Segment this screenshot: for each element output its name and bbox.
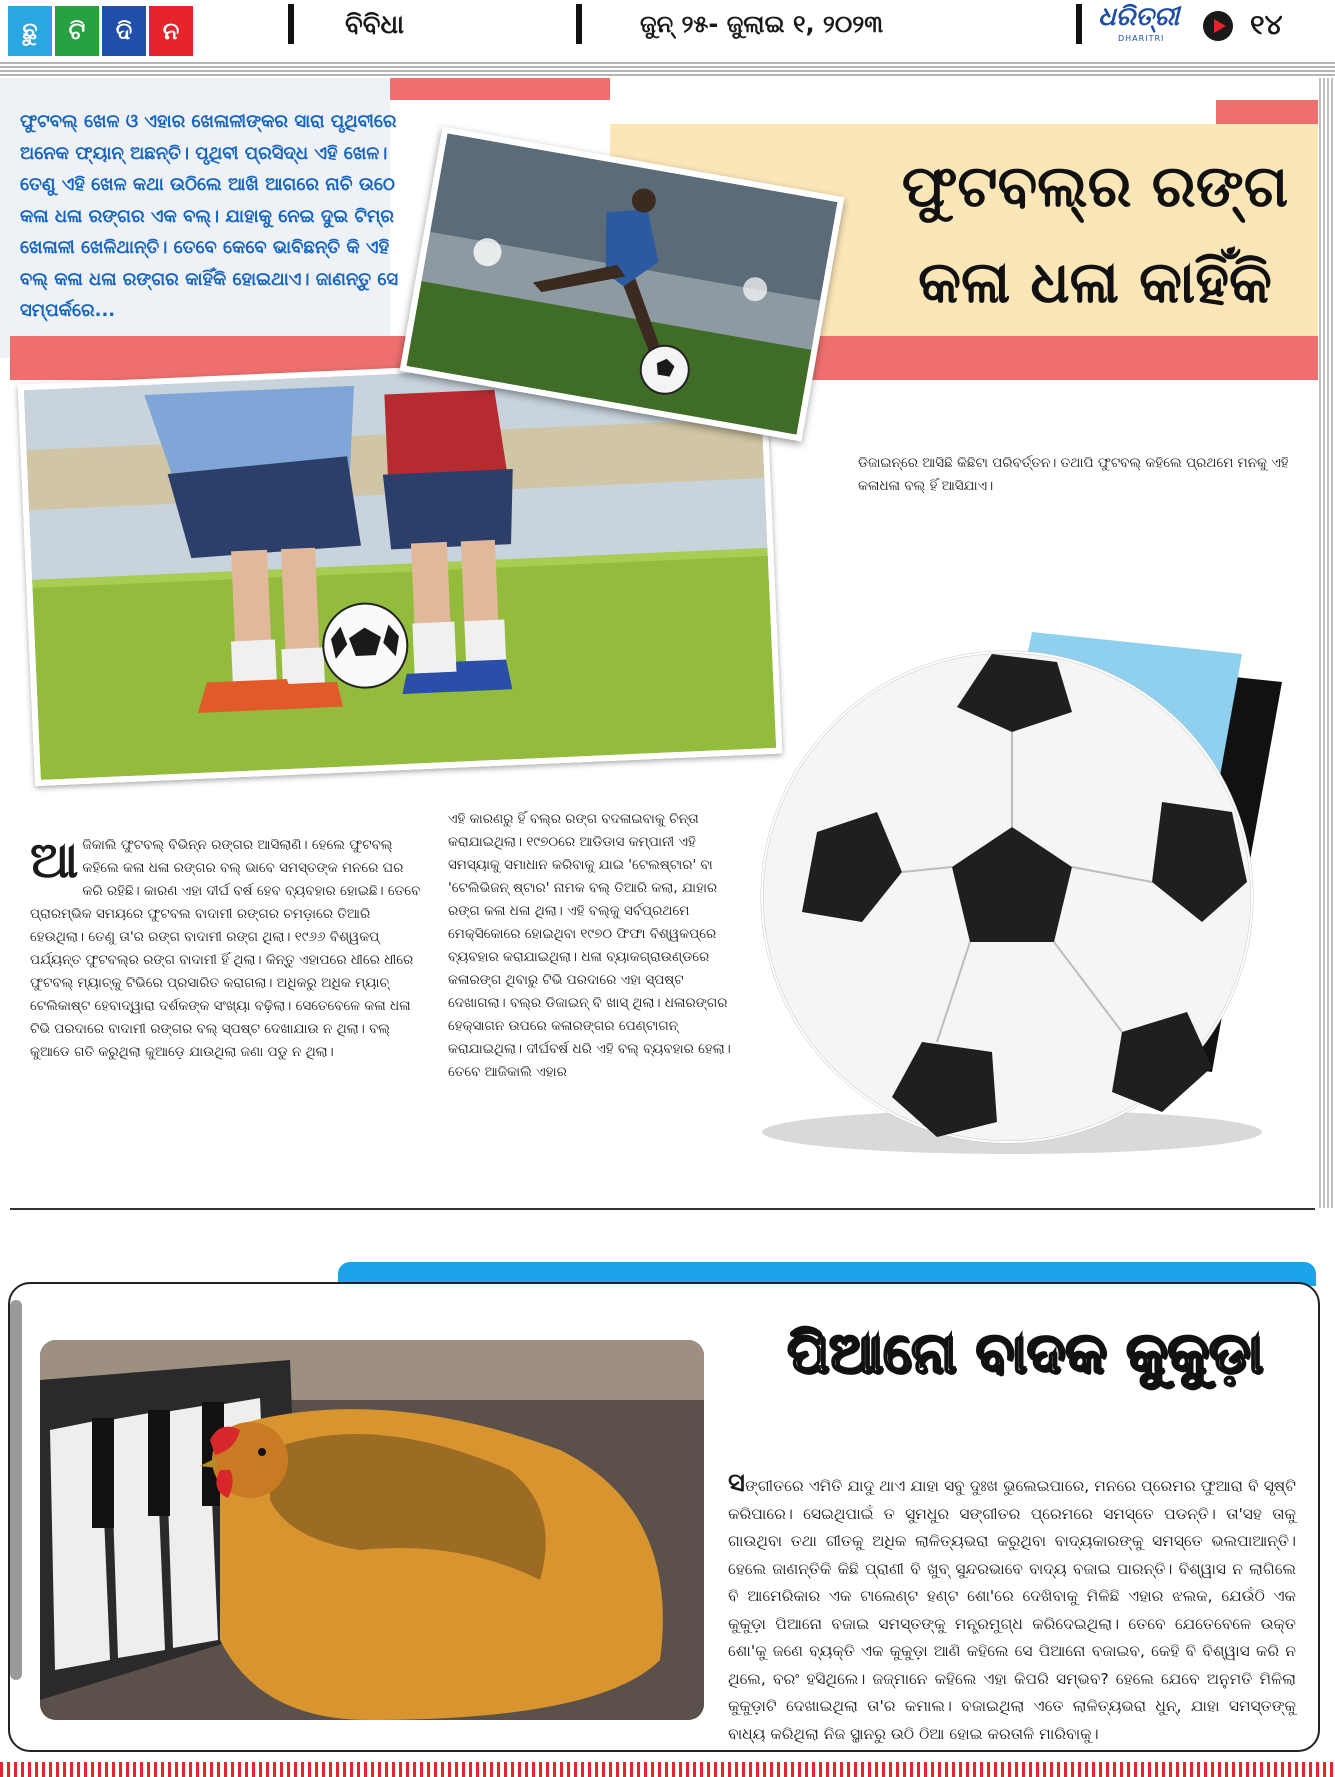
headline-line-2: କଳା ଧଳା କାହିଁକି <box>918 248 1272 316</box>
accent-strip <box>390 78 610 100</box>
article-column-2: ଏହି କାରଣରୁ ହିଁ ବଲ୍‌ର ରଙ୍ଗ ବଦଳାଇବାକୁ ଚିନ୍ତା କରାଯାଇଥିଲା। ୧୯୭୦ରେ ଆଡିଡାସ କମ୍ପାନୀ ଏହି ସମସ୍ୟାକୁ ସମାଧାନ କରିବାକୁ ଯାଇ 'ଟେଲଷ୍ଟାର' ବା 'ଟେଲିଭିଜନ୍ ଷ୍ଟାର' ନାମକ ବଲ୍ ତିଆରି କଲା, ଯାହାର ରଙ୍ଗ କଳା ଧଳା ଥିଲା। ଏହି ବଲ୍‌କୁ ସର୍ବପ୍ରଥମେ ମେକ୍ସିକୋରେ ହୋଇଥିବା ୧୯୭୦ ଫିଫା ବିଶ୍ୱକପ୍‌ରେ ବ୍ୟବହାର କରାଯାଇଥିଲା। ଧଳା ବ୍ୟାକଗ୍ରାଉଣ୍ଡରେ କଳାରଙ୍ଗ ଥିବାରୁ ଟିଭି ପରଦାରେ ଏହା ସ୍ପଷ୍ଟ ଦେଖାଗଲା। ବଲ୍‌ର ଡିଜାଇନ୍ ବି ଖାସ୍ ଥିଲା। ଧଳାରଙ୍ଗର ହେକ୍ସାଗନ ଉପରେ କଳାରଙ୍ଗର ପେଣ୍ଟାଗନ୍ କରାଯାଇଥିଲା। ଦୀର୍ଘବର୍ଷ ଧରି ଏହି ବଲ୍ ବ୍ୟବହାର ହେଲା। ତେବେ ଆଜିକାଲି ଏହାର <box>448 811 731 1080</box>
brand-masthead <box>8 6 193 56</box>
footer-stripes <box>0 1762 1335 1777</box>
section-name: ବିବିଧା <box>345 10 404 40</box>
dropcap: ଆ <box>30 831 79 889</box>
accent-strip <box>1216 100 1318 124</box>
right-margin-stripes <box>1319 78 1335 1208</box>
article-headline <box>880 138 1310 330</box>
dropcap: ସ <box>728 1468 745 1498</box>
side-bar-accent <box>10 1300 22 1680</box>
brand-letter-1: ଛୁ <box>8 6 52 56</box>
brand-letter-2: ଟି <box>55 6 99 56</box>
page-header <box>0 0 1335 62</box>
article-2-body <box>728 1470 1296 1748</box>
hen-piano-photo <box>40 1340 704 1720</box>
kids-football-illustration <box>24 358 776 780</box>
header-divider <box>1076 4 1082 44</box>
issue-date: ଜୁନ୍ ୨୫- ଜୁଲାଇ ୧, ୨୦୨୩ <box>640 10 884 38</box>
brand-letter-3: ଦି <box>102 6 146 56</box>
hen-piano-illustration <box>40 1340 704 1720</box>
football-graphic <box>742 612 1302 1172</box>
football-icon <box>742 612 1302 1172</box>
article-column-3: ଡିଜାଇନ୍‌ରେ ଆସିଛି କିଛିଟା ପରିବର୍ତ୍ତନ। ତଥାପି ଫୁଟବଲ୍ କହିଲେ ପ୍ରଥମେ ମନକୁ ଏହି କଳାଧଳା ବଲ୍ ହିଁ ଆସିଯାଏ। <box>858 455 1289 494</box>
publication-logo: ଧରିତ୍ରୀ <box>1098 2 1180 32</box>
play-icon <box>1203 11 1233 41</box>
brand-letter-4: ନ <box>149 6 193 56</box>
headline-line-1: ଫୁଟବଲ୍‌ର ରଙ୍ଗ <box>901 152 1289 220</box>
publication-logo-sub: DHARITRI <box>1118 34 1165 43</box>
article-2-headline: ପିଆନୋ ବାଦକ କୁକୁଡ଼ା <box>786 1321 1264 1386</box>
section-divider <box>10 1208 1315 1210</box>
article-intro: ଫୁଟବଲ୍ ଖେଳ ଓ ଏହାର ଖେଳାଳୀଙ୍କର ସାରା ପୃଥିବୀରେ ଅନେକ ଫ୍ୟାନ୍ ଅଛନ୍ତି। ପୃଥିବୀ ପ୍ରସିଦ୍ଧ ଏହି ଖେଳ। ତେଣୁ ଏହି ଖେଳ କଥା ଉଠିଲେ ଆଖି ଆଗରେ ନାଚି ଉଠେ କଳା ଧଳା ରଙ୍ଗର ଏକ ବଲ୍। ଯାହାକୁ ନେଇ ଦୁଇ ଟିମ୍‌ର ଖେଳାଳୀ ଖେଳିଥାନ୍ତି। ତେବେ କେବେ ଭାବିଛନ୍ତି କି ଏହି ବଲ୍ କଳା ଧଳା ରଙ୍ଗର କାହିଁକି ହୋଇଥାଏ। ଜାଣନ୍ତୁ ସେ ସମ୍ପର୍କରେ... <box>20 111 399 321</box>
page-number: ୧୪ <box>1250 8 1283 41</box>
article-2-text: ଙ୍ଗୀତରେ ଏମିତି ଯାଦୁ ଥାଏ ଯାହା ସବୁ ଦୁଃଖ ଭୁଲେଇପାରେ, ମନରେ ପ୍ରେମର ଫୁଆରା ବି ସୃଷ୍ଟି କରିପାରେ। ସେଇଥିପାଇଁ ତ ସୁମଧୁର ସଙ୍ଗୀତର ପ୍ରେମରେ ସମସ୍ତେ ପଡନ୍ତି। ତା'ସହ ତାକୁ ଗାଉଥିବା ତଥା ଗୀତକୁ ଅଧିକ ଲାଳିତ୍ୟଭରା କରୁଥିବା ବାଦ୍ୟକାରଙ୍କୁ ସମସ୍ତେ ଭଲପାଆନ୍ତି। ହେଲେ ଜାଣନ୍ତିକି କିଛି ପ୍ରାଣୀ ବି ଖୁବ୍ ସୁନ୍ଦରଭାବେ ବାଦ୍ୟ ବଜାଇ ପାରନ୍ତି। ବିଶ୍ୱାସ ନ ଲାଗିଲେ ବି ଆମେରିକାର ଏକ ଟାଲେଣ୍ଟ ହଣ୍ଟ ଶୋ'ରେ ଦେଖିବାକୁ ମିଳିଛି ଏହାର ଝଲକ, ଯେଉଁଠି ଏକ କୁକୁଡ଼ା ପିଆନୋ ବଜାଇ ସମସ୍ତଙ୍କୁ ମନ୍ତ୍ରମୁଗ୍ଧ କରିଦେଇଥିଲା। ତେବେ ଯେତେବେଳେ ଉକ୍ତ ଶୋ'କୁ ଜଣେ ବ୍ୟକ୍ତି ଏକ କୁକୁଡ଼ା ଆଣି କହିଲେ ସେ ପିଆନୋ ବଜାଇବ, କେହି ବି ବିଶ୍ୱାସ କରି ନ ଥିଲେ, ବରଂ ହସିଥିଲେ। ଜଜ୍‌ମାନେ କହିଲେ ଏହା କିପରି ସମ୍ଭବ? ହେଲେ ଯେବେ ଅନୁମତି ମିଳିଲା କୁକୁଡ଼ାଟି ଦେଖାଇଥିଲା ତା'ର କମାଲ। ବଜାଇଥିଲା ଏତେ ଲାଳିତ୍ୟଭରା ଧୁନ୍, ଯାହା ସମସ୍ତଙ୍କୁ ବାଧ୍ୟ କରିଥିଲା ନିଜ ସ୍ଥାନରୁ ଉଠି ଠିଆ ହୋଇ କରତାଳି ମାରିବାକୁ। <box>728 1477 1296 1743</box>
article-column-1 <box>30 831 426 1064</box>
header-divider <box>576 4 582 44</box>
header-stripes <box>0 62 1335 78</box>
column-1-text: ଜିକାଲି ଫୁଟବଲ୍ ବିଭିନ୍ନ ରଙ୍ଗର ଆସିଲାଣି। ହେଲେ ଫୁଟବଲ୍ କହିଲେ କଳା ଧଳା ରଙ୍ଗର ବଲ୍ ଭାବେ ସମସ୍ତଙ୍କ ମନରେ ଘର କରି ରହିଛି। କାରଣ ଏହା ଦୀର୍ଘ ବର୍ଷ ହେବ ବ୍ୟବହାର ହୋଇଛି। ତେବେ ପ୍ରାରମ୍ଭିକ ସମୟରେ ଫୁଟବଲ ବାଦାମୀ ରଙ୍ଗର ଚମଡ଼ାରେ ତିଆରି ହେଉଥିଲା। ତେଣୁ ତା'ର ରଙ୍ଗ ବାଦାମୀ ରଙ୍ଗ ଥିଲା। ୧୯୬୬ ବିଶ୍ୱକପ୍ ପର୍ଯ୍ୟନ୍ତ ଫୁଟବଲ୍‌ର ରଙ୍ଗ ବାଦାମୀ ହିଁ ଥିଲା। କିନ୍ତୁ ଏହାପରେ ଧୀରେ ଧୀରେ ଫୁଟବଲ୍ ମ୍ୟାଚ୍‌କୁ ଟିଭିରେ ପ୍ରସାରିତ କରାଗଲା। ଅଧିକରୁ ଅଧିକ ମ୍ୟାଚ୍ ଟେଲିକାଷ୍ଟ ହେବାଦ୍ୱାରା ଦର୍ଶକଙ୍କ ସଂଖ୍ୟା ବଢ଼ିଲା। ସେତେବେଳେ କଳା ଧଳା ଟିଭି ପରଦାରେ ବାଦାମୀ ରଙ୍ଗର ବଲ୍ ସ୍ପଷ୍ଟ ଦେଖାଯାଉ ନ ଥିଲା। ବଲ୍ କୁଆଡେ ଗତି କରୁଥିଲା କୁଆଡ଼େ ଯାଉଥିଲା ଜଣା ପଡୁ ନ ଥିଲା। <box>30 837 421 1060</box>
header-divider <box>288 4 294 44</box>
